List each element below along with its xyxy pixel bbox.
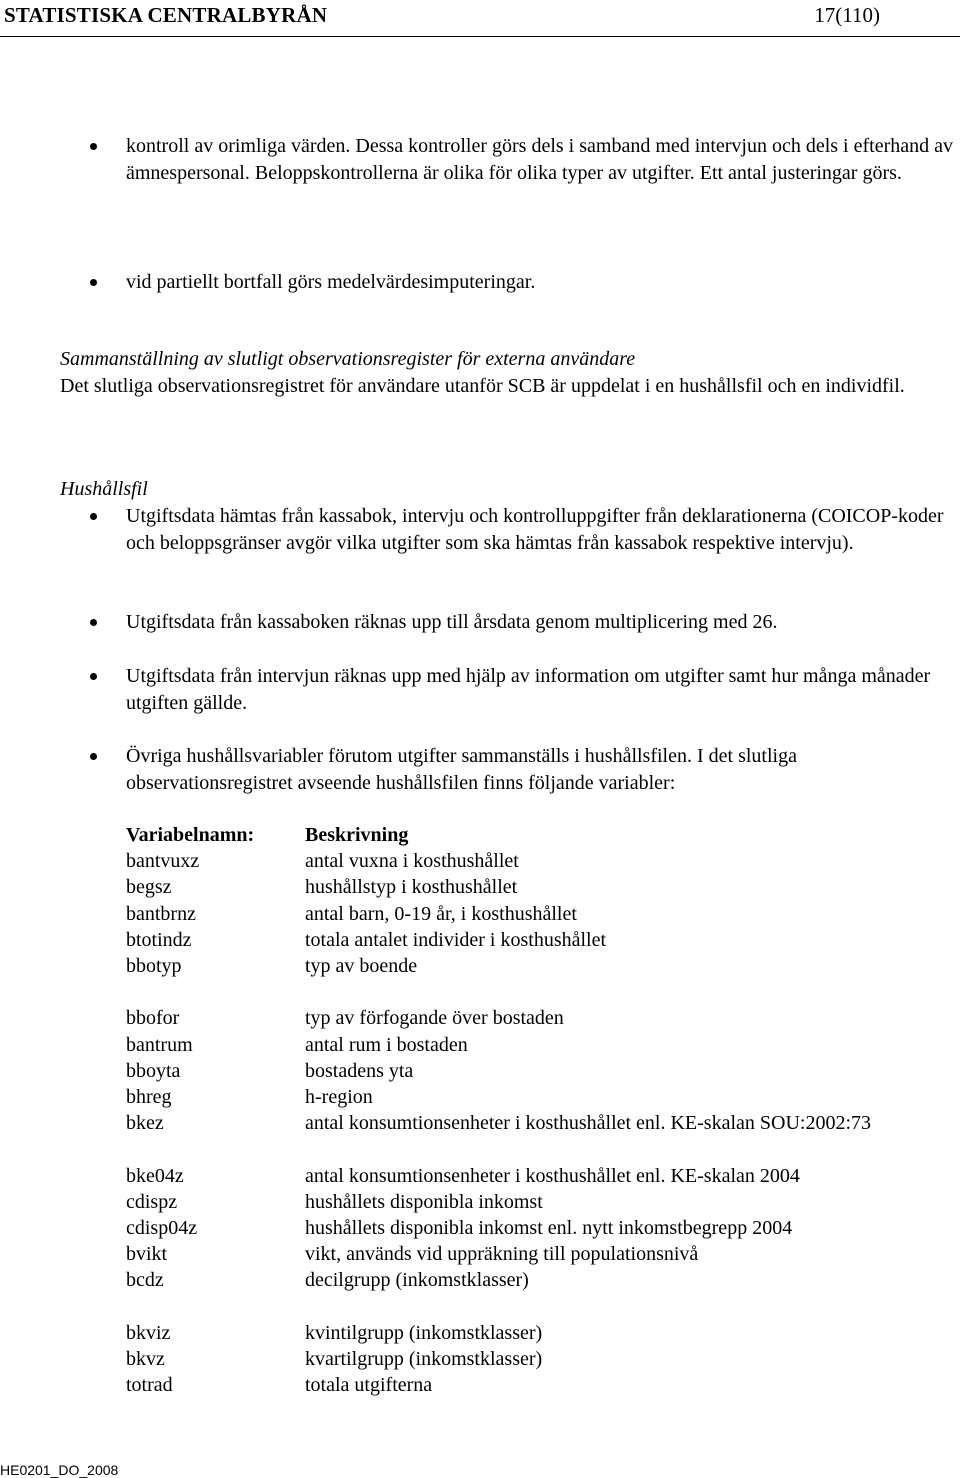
- variable-name: bbotyp: [126, 955, 182, 977]
- variable-description: h-region: [305, 1086, 373, 1108]
- variable-description: vikt, används vid uppräkning till populationsnivå: [305, 1243, 699, 1266]
- variable-description: hushållets disponibla inkomst enl. nytt inkomstbegrepp 2004: [305, 1217, 793, 1239]
- variable-name: bbofor: [126, 1007, 180, 1030]
- variable-name: btotindz: [126, 928, 192, 951]
- variable-name: cdisp04z: [126, 1217, 198, 1239]
- variable-name: bkvz: [126, 1348, 165, 1370]
- variable-description: decilgrupp (inkomstklasser): [305, 1269, 529, 1292]
- list-item-text: Utgiftsdata hämtas från kassabok, intervju och kontrolluppgifter från deklarationerna (COICOP-koder och beloppsgränser avgör vilka utgifter som ska hämtas från kassabok respektive intervju).: [126, 505, 944, 554]
- list-item-text: Utgiftsdata från kassaboken räknas upp till årsdata genom multiplicering med 26.: [126, 611, 778, 633]
- section-heading: Hushållsfil: [60, 478, 148, 500]
- variable-name: cdispz: [126, 1190, 178, 1213]
- variable-description: antal konsumtionsenheter i kosthushållet enl. KE-skalan 2004: [305, 1164, 800, 1187]
- list-item-text: kontroll av orimliga värden. Dessa kontroller görs dels i samband med intervjun och dels i efterhand av ämnespersonal. Beloppskontrollerna är olika för olika typer av utgifter. Ett antal justeringar görs.: [126, 135, 954, 184]
- variable-description: totala antalet individer i kosthushållet: [305, 928, 607, 951]
- bullet-icon: [90, 279, 97, 286]
- variable-name: bantbrnz: [126, 902, 196, 925]
- bullet-icon: [90, 753, 97, 760]
- variable-name: bantrum: [126, 1033, 193, 1056]
- organization-name: STATISTISKA CENTRALBYRÅN: [4, 3, 328, 27]
- bullet-icon: [90, 673, 97, 680]
- list-item-text: Utgiftsdata från intervjun räknas upp med hjälp av information om utgifter samt hur många månader utgiften gällde.: [126, 665, 931, 714]
- variable-name: bhreg: [126, 1086, 172, 1108]
- variable-description: totala utgifterna: [305, 1374, 433, 1397]
- variable-description: typ av boende: [305, 955, 418, 977]
- variable-name: bcdz: [126, 1269, 164, 1292]
- list-item-text: Övriga hushållsvariabler förutom utgifter sammanställs i hushållsfilen. I det slutliga observationsregistret avseende hushållsfilen finns följande variabler:: [126, 745, 797, 794]
- bullet-icon: [90, 619, 97, 626]
- variable-description: bostadens yta: [305, 1059, 414, 1082]
- variable-name: bke04z: [126, 1164, 184, 1187]
- page-header: [0, 0, 960, 37]
- variable-description: antal rum i bostaden: [305, 1033, 468, 1056]
- variable-name: totrad: [126, 1374, 173, 1397]
- variable-name: bkez: [126, 1112, 164, 1135]
- variable-description: antal barn, 0-19 år, i kosthushållet: [305, 902, 577, 925]
- bullet-icon: [90, 143, 97, 150]
- variable-description: hushållets disponibla inkomst: [305, 1190, 543, 1213]
- variable-name: bvikt: [126, 1243, 168, 1266]
- section-heading: Sammanställning av slutligt observationsregister för externa användare: [60, 348, 636, 370]
- variable-description: kvintilgrupp (inkomstklasser): [305, 1321, 543, 1344]
- variable-name: bantvuxz: [126, 850, 200, 873]
- list-item-text: vid partiellt bortfall görs medelvärdesimputeringar.: [126, 271, 536, 293]
- variable-description: typ av förfogande över bostaden: [305, 1007, 564, 1030]
- bullet-icon: [90, 513, 97, 520]
- variable-name: begsz: [126, 876, 172, 899]
- page-number: 17(110): [814, 3, 880, 27]
- variable-name: bkviz: [126, 1321, 171, 1344]
- footer-doc-id: HE0201_DO_2008: [0, 1462, 119, 1478]
- paragraph: Det slutliga observationsregistret för användare utanför SCB är uppdelat i en hushållsfil och en individfil.: [60, 375, 905, 397]
- variable-name: bboyta: [126, 1059, 181, 1082]
- variable-description: hushållstyp i kosthushållet: [305, 876, 518, 899]
- variable-description: antal konsumtionsenheter i kosthushållet enl. KE-skalan SOU:2002:73: [305, 1112, 872, 1135]
- variable-description: kvartilgrupp (inkomstklasser): [305, 1348, 543, 1370]
- column-header-description: Beskrivning: [305, 824, 409, 846]
- variable-description: antal vuxna i kosthushållet: [305, 850, 519, 873]
- column-header-name: Variabelnamn:: [126, 824, 255, 846]
